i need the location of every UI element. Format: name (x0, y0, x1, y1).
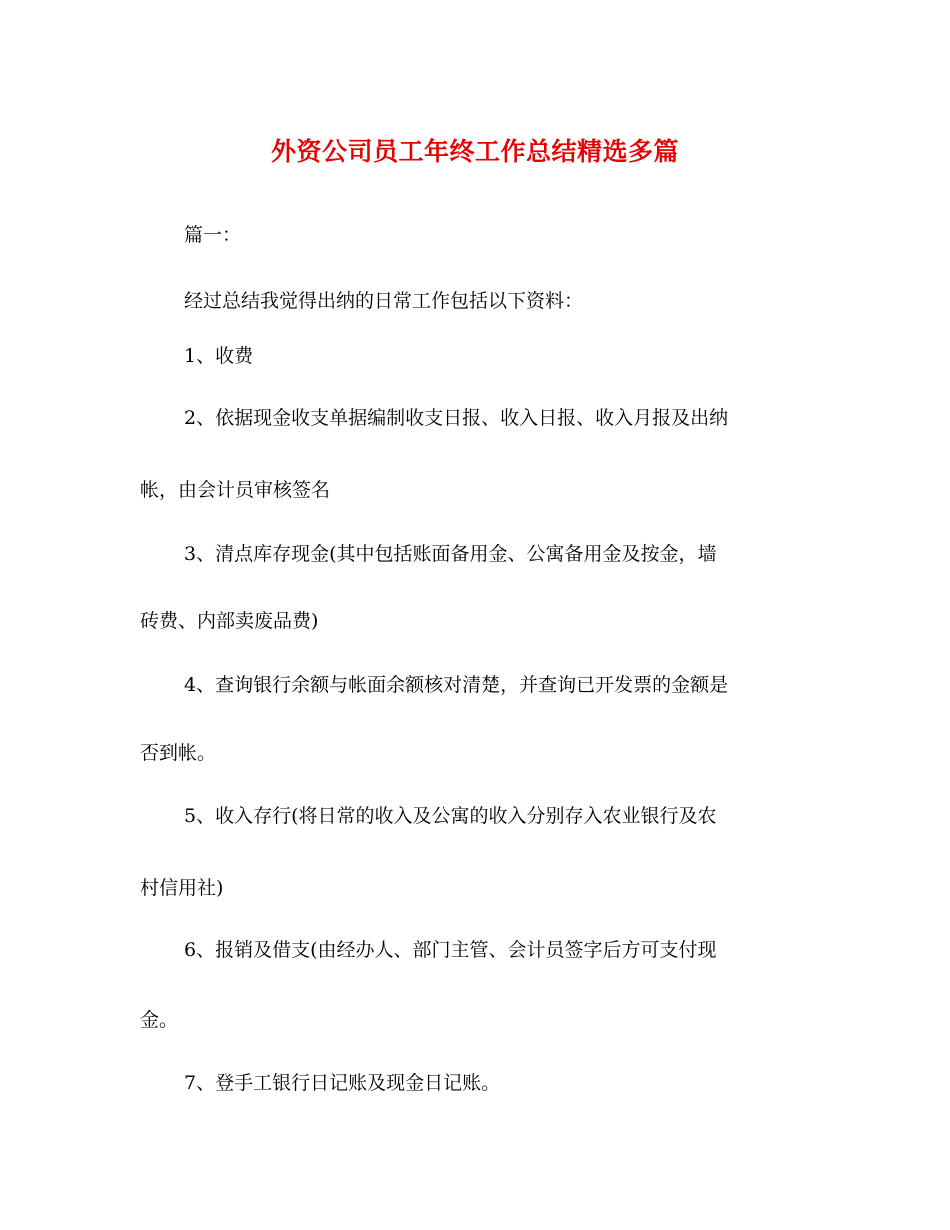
list-item-4-continued: 否到帐。 (140, 742, 217, 764)
list-item-2: 2、依据现金收支单据编制收支日报、收入日报、收入月报及出纳 (184, 407, 729, 429)
list-item-5-continued: 村信用社) (140, 877, 224, 899)
list-item-1: 1、收费 (184, 345, 254, 367)
section-heading: 篇一： (184, 224, 242, 246)
list-item-5: 5、收入存行(将日常的收入及公寓的收入分别存入农业银行及农 (184, 805, 717, 827)
list-item-4: 4、查询银行余额与帐面余额核对清楚，并查询已开发票的金额是 (184, 674, 729, 696)
list-item-3: 3、清点库存现金(其中包括账面备用金、公寓备用金及按金，墙 (184, 543, 717, 565)
list-item-3-continued: 砖费、内部卖废品费) (140, 610, 319, 632)
list-item-6-continued: 金。 (140, 1009, 179, 1031)
document-title: 外资公司员工年终工作总结精选多篇 (270, 137, 679, 166)
list-item-2-continued: 帐，由会计员审核签名 (140, 479, 331, 501)
paragraph-intro: 经过总结我觉得出纳的日常工作包括以下资料： (184, 290, 584, 312)
list-item-7: 7、登手工银行日记账及现金日记账。 (184, 1072, 501, 1094)
list-item-6: 6、报销及借支(由经办人、部门主管、会计员签字后方可支付现 (184, 939, 717, 961)
